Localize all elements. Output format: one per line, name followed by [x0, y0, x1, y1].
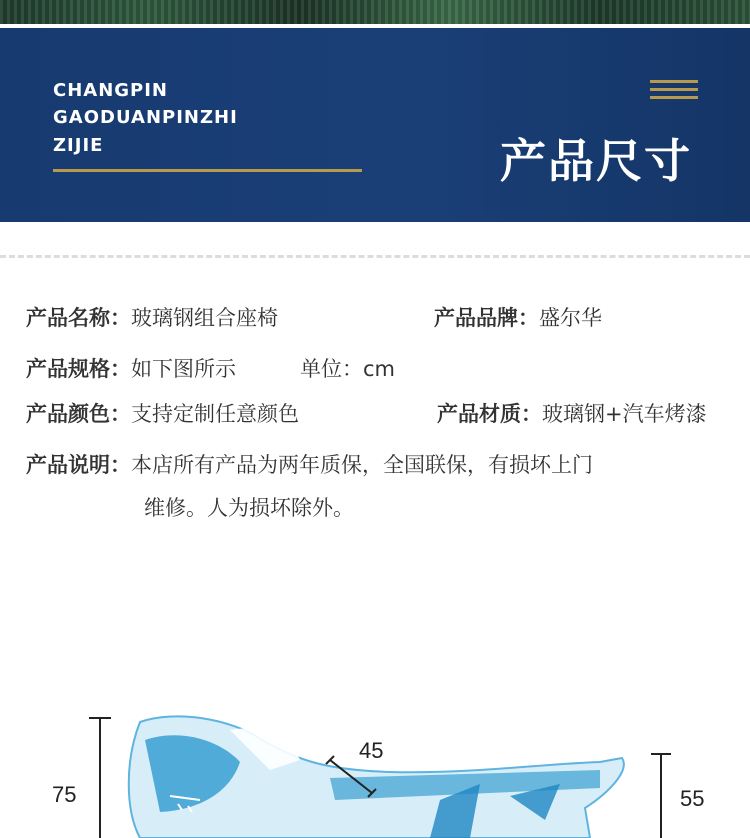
brand-label: 产品品牌： [434, 306, 539, 330]
spec-label: 产品规格： [26, 357, 131, 381]
section-banner [0, 28, 750, 222]
fish-bench-figure [0, 700, 750, 838]
brand-value: 盛尔华 [539, 306, 602, 330]
desc-line-2: 维修。人为损坏除外。 [144, 496, 354, 520]
spec-row-name [26, 302, 278, 332]
desc-label: 产品说明： [26, 453, 131, 477]
color-value: 支持定制任意颜色 [131, 402, 299, 426]
spec-row-desc [26, 449, 593, 479]
name-value: 玻璃钢组合座椅 [131, 306, 278, 330]
menu-lines-icon [650, 80, 698, 100]
unit-text: 单位：cm [300, 357, 396, 381]
desc-line-1: 本店所有产品为两年质保，全国联保，有损坏上门 [131, 453, 593, 477]
depth-label: 45 [359, 738, 384, 763]
left-height-label: 75 [52, 782, 77, 807]
spec-row-material [437, 398, 707, 428]
spec-row-size [26, 353, 236, 383]
color-label: 产品颜色： [26, 402, 131, 426]
banner-en-line-3: ZIJIE [53, 135, 104, 156]
spec-value: 如下图所示 [131, 357, 236, 381]
banner-en-line-2: GAODUANPINZHI [53, 107, 238, 128]
name-label: 产品名称： [26, 306, 131, 330]
top-photo-strip [0, 0, 750, 24]
banner-en-line-1: CHANGPIN [53, 80, 168, 101]
dashed-divider [0, 255, 750, 258]
material-label: 产品材质： [437, 402, 542, 426]
right-height-label: 55 [680, 786, 705, 811]
gold-underline [53, 169, 362, 172]
material-value: 玻璃钢+汽车烤漆 [542, 402, 707, 426]
spec-row-color [26, 398, 299, 428]
section-title: 产品尺寸 [500, 134, 692, 188]
spec-row-brand [434, 302, 602, 332]
